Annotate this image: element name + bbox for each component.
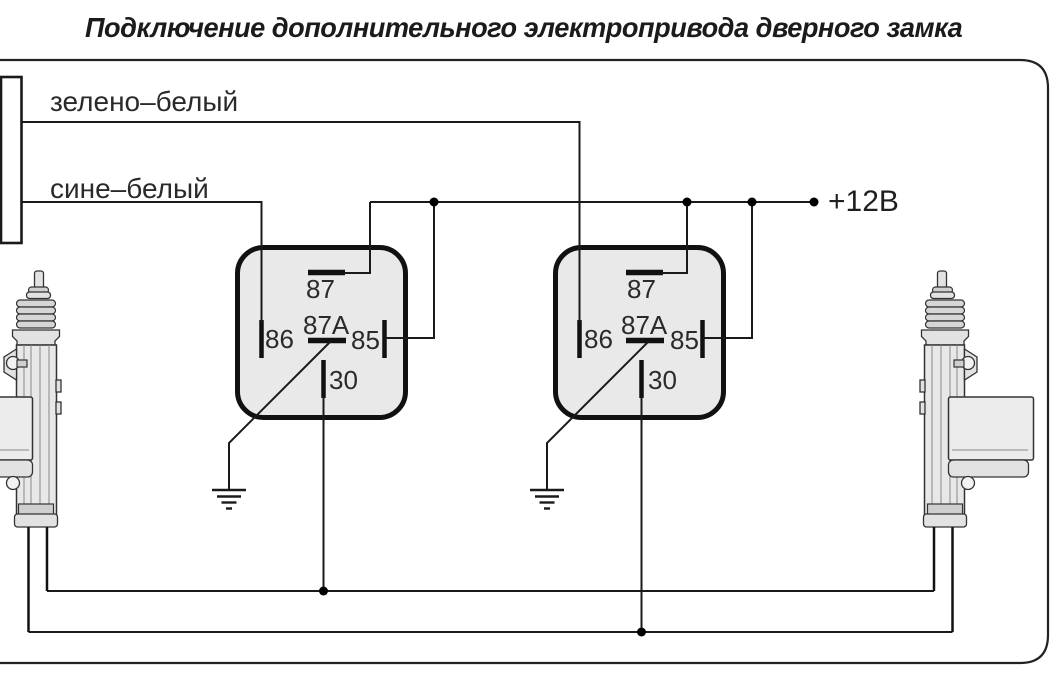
relay-1-pin-87a-label: 87A xyxy=(303,310,350,340)
door-actuator-right xyxy=(920,271,1034,632)
control-unit-box xyxy=(1,77,22,243)
ground-symbol-1 xyxy=(212,490,246,509)
wire-label-blue-white: сине–белый xyxy=(50,173,209,204)
relay-2-pin-86-label: 86 xyxy=(584,324,613,354)
relay-2-pin-87-label: 87 xyxy=(627,274,656,304)
relay-1-pin-87-label: 87 xyxy=(306,274,335,304)
wire-blue-white xyxy=(21,202,262,322)
door-actuator-left xyxy=(0,271,61,632)
relay-1-pin-85-label: 85 xyxy=(351,325,380,355)
relay-2-pin-85-label: 85 xyxy=(670,325,699,355)
diagram-title: Подключение дополнительного электропривода дверного замка xyxy=(85,12,963,43)
relay-1-pin-30-label: 30 xyxy=(329,365,358,395)
relay-2-pin-87a-label: 87A xyxy=(621,310,668,340)
relay-1-pin-86-label: 86 xyxy=(265,324,294,354)
frame-border xyxy=(0,60,1048,663)
ground-symbol-2 xyxy=(530,490,564,509)
wire-label-green-white: зелено–белый xyxy=(50,86,239,117)
relay-2-pin-30-label: 30 xyxy=(648,365,677,395)
power-label: +12В xyxy=(828,185,899,218)
